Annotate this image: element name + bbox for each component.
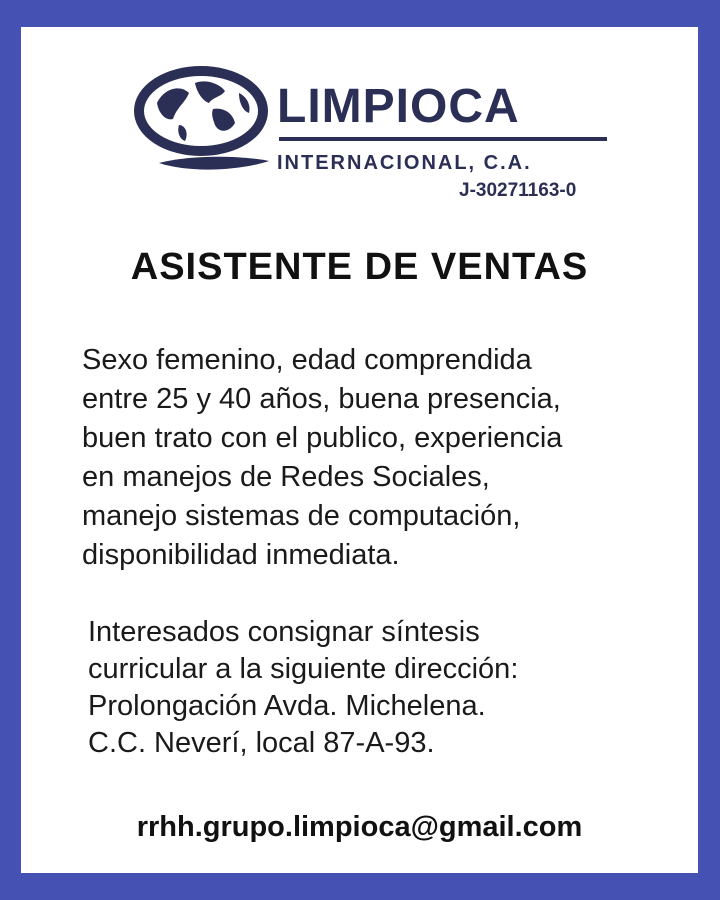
contact-line: Prolongación Avda. Michelena.: [88, 690, 486, 722]
description-line: en manejos de Redes Sociales,: [82, 461, 490, 493]
logo-divider: [279, 137, 607, 141]
job-ad-card: [21, 27, 698, 873]
company-rif: J-30271163-0: [459, 180, 577, 201]
job-description: [82, 341, 682, 575]
globe-icon: [129, 63, 279, 187]
brand-subtitle: INTERNACIONAL, C.A.: [277, 152, 532, 174]
contact-line: C.C. Neverí, local 87-A-93.: [88, 727, 435, 759]
contact-email: rrhh.grupo.limpioca@gmail.com: [136, 811, 583, 843]
brand-name: LIMPIOCA: [277, 80, 520, 133]
description-line: Sexo femenino, edad comprendida: [82, 344, 532, 376]
contact-line: Interesados consignar síntesis: [88, 616, 480, 648]
description-line: manejo sistemas de computación,: [82, 500, 521, 532]
description-line: disponibilidad inmediata.: [82, 539, 400, 571]
contact-instructions: [88, 614, 688, 762]
contact-line: curricular a la siguiente dirección:: [88, 653, 519, 685]
job-title: ASISTENTE DE VENTAS: [130, 246, 589, 288]
description-line: buen trato con el publico, experiencia: [82, 422, 563, 454]
company-logo: [129, 63, 609, 201]
description-line: entre 25 y 40 años, buena presencia,: [82, 383, 561, 415]
